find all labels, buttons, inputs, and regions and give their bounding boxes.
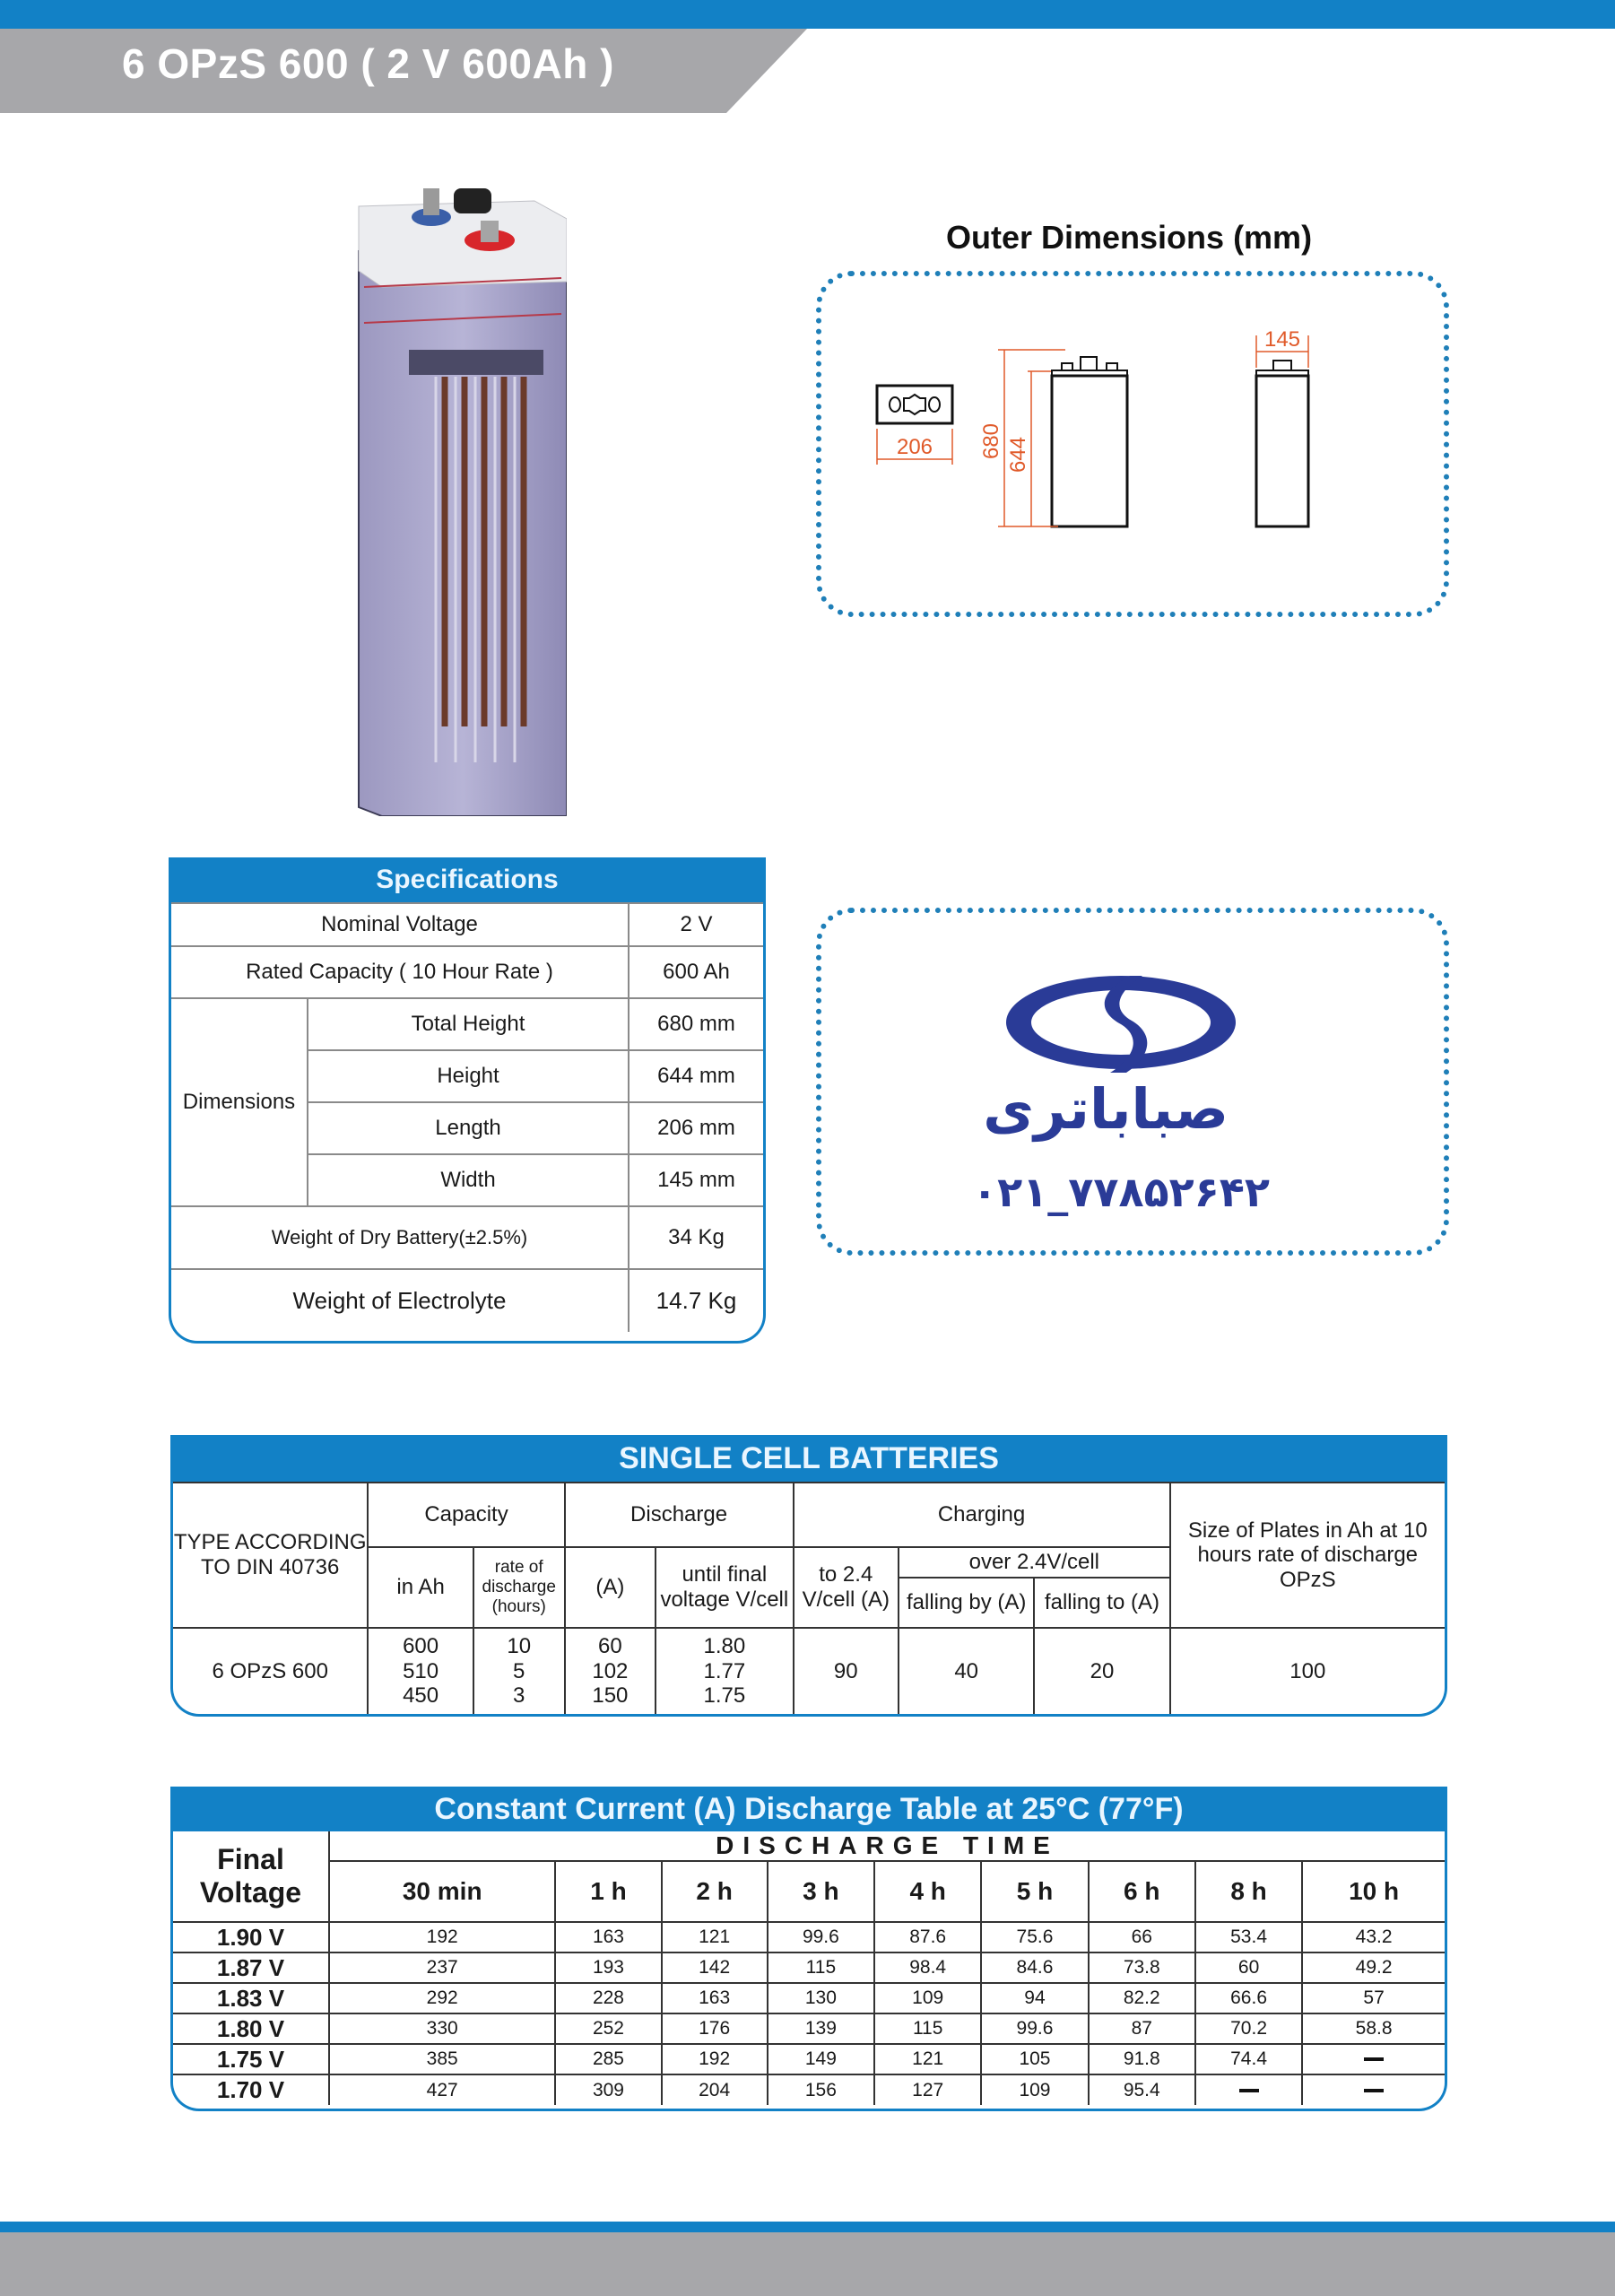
table-row bbox=[173, 2074, 1445, 2105]
current-cell: 87.6 bbox=[874, 1922, 981, 1952]
current-cell: 87 bbox=[1089, 2013, 1195, 2044]
current-cell: 237 bbox=[329, 1952, 555, 1983]
current-cell: 330 bbox=[329, 2013, 555, 2044]
current-cell: 285 bbox=[555, 2044, 661, 2074]
current-cell: 385 bbox=[329, 2044, 555, 2074]
current-cell: 109 bbox=[981, 2074, 1088, 2105]
final-voltage-cell bbox=[656, 1628, 793, 1714]
table-row bbox=[171, 1269, 763, 1332]
top-accent-bar bbox=[0, 0, 1615, 29]
column-header: 5 h bbox=[981, 1861, 1088, 1922]
spec-value: 145 mm bbox=[629, 1154, 763, 1206]
value: 3 bbox=[513, 1683, 525, 1709]
current-cell: 139 bbox=[768, 2013, 874, 2044]
spec-label: Nominal Voltage bbox=[171, 903, 629, 946]
outer-dimensions-drawing bbox=[816, 271, 1449, 617]
current-cell: 163 bbox=[555, 1922, 661, 1952]
table-row bbox=[171, 903, 763, 946]
plates-header: Size of Plates in Ah at 10 hours rate of discharge OPzS bbox=[1170, 1483, 1445, 1628]
current-cell: 309 bbox=[555, 2074, 661, 2105]
final-voltage-cell: 1.87 V bbox=[173, 1952, 329, 1983]
spec-value: 14.7 Kg bbox=[629, 1269, 763, 1332]
rate-header: rate of discharge (hours) bbox=[473, 1547, 565, 1628]
current-cell: 60 bbox=[1195, 1952, 1302, 1983]
current-cell: 163 bbox=[662, 1983, 768, 2013]
current-cell: 292 bbox=[329, 1983, 555, 2013]
value: 150 bbox=[592, 1683, 629, 1709]
current-cell: 115 bbox=[768, 1952, 874, 1983]
current-cell: 70.2 bbox=[1195, 2013, 1302, 2044]
column-header: 8 h bbox=[1195, 1861, 1302, 1922]
capacity-cell bbox=[368, 1628, 473, 1714]
current-cell: 91.8 bbox=[1089, 2044, 1195, 2074]
current-cell: 57 bbox=[1302, 1983, 1445, 2013]
current-cell bbox=[1302, 2074, 1445, 2105]
table-row bbox=[173, 1922, 1445, 1952]
current-cell: 109 bbox=[874, 1983, 981, 2013]
current-cell: 121 bbox=[662, 1922, 768, 1952]
value: 1.77 bbox=[703, 1658, 746, 1683]
table-row bbox=[171, 998, 763, 1050]
current-cell: 192 bbox=[329, 1922, 555, 1952]
current-cell: 66 bbox=[1089, 1922, 1195, 1952]
table-row bbox=[173, 1983, 1445, 2013]
value: 510 bbox=[403, 1658, 439, 1683]
current-cell: 94 bbox=[981, 1983, 1088, 2013]
current-cell: 75.6 bbox=[981, 1922, 1088, 1952]
no-value-dash-icon bbox=[1364, 2089, 1384, 2092]
current-cell: 252 bbox=[555, 2013, 661, 2044]
brand-logo-icon bbox=[995, 969, 1246, 1076]
column-header: 10 h bbox=[1302, 1861, 1445, 1922]
single-cell-panel bbox=[170, 1435, 1447, 1717]
current-cell: 228 bbox=[555, 1983, 661, 2013]
current-cell: 130 bbox=[768, 1983, 874, 2013]
current-cell bbox=[1195, 2074, 1302, 2105]
single-cell-table bbox=[173, 1482, 1445, 1714]
current-cell: 49.2 bbox=[1302, 1952, 1445, 1983]
amps-header: (A) bbox=[565, 1547, 656, 1628]
current-cell: 105 bbox=[981, 2044, 1088, 2074]
bottom-accent-bar bbox=[0, 2222, 1615, 2232]
current-cell: 142 bbox=[662, 1952, 768, 1983]
value: 600 bbox=[403, 1634, 439, 1659]
final-voltage-header: until final voltage V/cell bbox=[656, 1547, 793, 1628]
value: 60 bbox=[598, 1634, 622, 1659]
footer-band bbox=[0, 2232, 1615, 2296]
table-row bbox=[171, 1206, 763, 1269]
final-voltage-cell: 1.83 V bbox=[173, 1983, 329, 2013]
value: 450 bbox=[403, 1683, 439, 1709]
current-cell: 95.4 bbox=[1089, 2074, 1195, 2105]
column-header: 1 h bbox=[555, 1861, 661, 1922]
spec-label: Rated Capacity ( 10 Hour Rate ) bbox=[171, 946, 629, 998]
table-header-row bbox=[173, 1831, 1445, 1861]
spec-label: Width bbox=[308, 1154, 629, 1206]
current-cell bbox=[1302, 2044, 1445, 2074]
table-header-row bbox=[173, 1483, 1445, 1547]
current-cell: 176 bbox=[662, 2013, 768, 2044]
final-voltage-cell: 1.70 V bbox=[173, 2074, 329, 2105]
type-cell: 6 OPzS 600 bbox=[173, 1628, 368, 1714]
current-cell: 192 bbox=[662, 2044, 768, 2074]
plates-cell: 100 bbox=[1170, 1628, 1445, 1714]
current-cell: 73.8 bbox=[1089, 1952, 1195, 1983]
top-view-outline bbox=[877, 386, 952, 423]
discharge-table-title: Constant Current (A) Discharge Table at 25°C (77°F) bbox=[173, 1787, 1445, 1831]
column-header: 3 h bbox=[768, 1861, 874, 1922]
current-cell: 127 bbox=[874, 2074, 981, 2105]
battery-image bbox=[355, 188, 567, 816]
in-ah-header: in Ah bbox=[368, 1547, 473, 1628]
current-cell: 58.8 bbox=[1302, 2013, 1445, 2044]
current-cell: 149 bbox=[768, 2044, 874, 2074]
table-row bbox=[173, 1952, 1445, 1983]
final-voltage-cell: 1.90 V bbox=[173, 1922, 329, 1952]
value: 1.75 bbox=[703, 1683, 746, 1709]
current-cell: 82.2 bbox=[1089, 1983, 1195, 2013]
value: 1.80 bbox=[703, 1634, 746, 1659]
type-header: TYPE ACCORDING TO DIN 40736 bbox=[173, 1483, 368, 1628]
discharge-header: Discharge bbox=[565, 1483, 794, 1547]
value: 5 bbox=[513, 1658, 525, 1683]
brand-phone: ۰۲۱_۷۷۸۵۲۶۴۲ bbox=[972, 1168, 1270, 1216]
column-header: 30 min bbox=[329, 1861, 555, 1922]
discharge-table bbox=[173, 1831, 1445, 2105]
current-cell: 74.4 bbox=[1195, 2044, 1302, 2074]
current-cell: 98.4 bbox=[874, 1952, 981, 1983]
single-cell-title: SINGLE CELL BATTERIES bbox=[173, 1435, 1445, 1482]
column-header: 2 h bbox=[662, 1861, 768, 1922]
rate-cell bbox=[473, 1628, 565, 1714]
value: 10 bbox=[507, 1634, 532, 1659]
spec-value: 600 Ah bbox=[629, 946, 763, 998]
falling-to-cell: 20 bbox=[1034, 1628, 1169, 1714]
current-cell: 84.6 bbox=[981, 1952, 1088, 1983]
height-dimension-label: 644 bbox=[1006, 436, 1030, 474]
total-height-dimension-label: 680 bbox=[979, 422, 1003, 460]
current-cell: 43.2 bbox=[1302, 1922, 1445, 1952]
length-dimension-label: 206 bbox=[896, 435, 933, 459]
final-voltage-cell: 1.75 V bbox=[173, 2044, 329, 2074]
table-row bbox=[173, 1628, 1445, 1714]
spec-label: Height bbox=[308, 1050, 629, 1102]
to-24-cell: 90 bbox=[794, 1628, 899, 1714]
no-value-dash-icon bbox=[1364, 2057, 1384, 2061]
table-row bbox=[173, 2013, 1445, 2044]
no-value-dash-icon bbox=[1239, 2089, 1259, 2092]
current-cell: 99.6 bbox=[768, 1922, 874, 1952]
capacity-header: Capacity bbox=[368, 1483, 564, 1547]
current-cell: 66.6 bbox=[1195, 1983, 1302, 2013]
current-cell: 115 bbox=[874, 2013, 981, 2044]
current-cell: 204 bbox=[662, 2074, 768, 2105]
current-cell: 53.4 bbox=[1195, 1922, 1302, 1952]
final-voltage-cell: 1.80 V bbox=[173, 2013, 329, 2044]
spec-label: Weight of Dry Battery(±2.5%) bbox=[171, 1206, 629, 1269]
dimensions-label: Dimensions bbox=[171, 998, 308, 1206]
table-row bbox=[173, 2044, 1445, 2074]
discharge-time-header: DISCHARGE TIME bbox=[329, 1831, 1445, 1861]
falling-by-cell: 40 bbox=[899, 1628, 1034, 1714]
value: 102 bbox=[592, 1658, 629, 1683]
spec-value: 680 mm bbox=[629, 998, 763, 1050]
table-header-row bbox=[173, 1861, 1445, 1922]
current-cell: 99.6 bbox=[981, 2013, 1088, 2044]
specifications-table bbox=[171, 902, 763, 1332]
page-title: 6 OPzS 600 ( 2 V 600Ah ) bbox=[122, 40, 614, 87]
current-cell: 427 bbox=[329, 2074, 555, 2105]
charging-header: Charging bbox=[794, 1483, 1170, 1547]
over-24-header: over 2.4V/cell bbox=[899, 1547, 1170, 1578]
discharge-amps-cell bbox=[565, 1628, 656, 1714]
falling-to-header: falling to (A) bbox=[1034, 1578, 1169, 1628]
specifications-panel bbox=[169, 857, 766, 1344]
to-24-header: to 2.4 V/cell (A) bbox=[794, 1547, 899, 1628]
spec-label: Length bbox=[308, 1102, 629, 1154]
spec-value: 34 Kg bbox=[629, 1206, 763, 1269]
table-row bbox=[171, 946, 763, 998]
spec-value: 206 mm bbox=[629, 1102, 763, 1154]
current-cell: 156 bbox=[768, 2074, 874, 2105]
final-voltage-header: Final Voltage bbox=[173, 1831, 329, 1922]
falling-by-header: falling by (A) bbox=[899, 1578, 1034, 1628]
spec-value: 644 mm bbox=[629, 1050, 763, 1102]
current-cell: 193 bbox=[555, 1952, 661, 1983]
outer-dimensions-title: Outer Dimensions (mm) bbox=[946, 219, 1313, 256]
spec-label: Total Height bbox=[308, 998, 629, 1050]
brand-name: صباباتری bbox=[983, 1076, 1229, 1142]
current-cell: 121 bbox=[874, 2044, 981, 2074]
specifications-title: Specifications bbox=[171, 857, 763, 902]
discharge-table-panel bbox=[170, 1787, 1447, 2111]
spec-label: Weight of Electrolyte bbox=[171, 1269, 629, 1332]
spec-value: 2 V bbox=[629, 903, 763, 946]
width-dimension-label: 145 bbox=[1263, 327, 1301, 352]
column-header: 4 h bbox=[874, 1861, 981, 1922]
column-header: 6 h bbox=[1089, 1861, 1195, 1922]
